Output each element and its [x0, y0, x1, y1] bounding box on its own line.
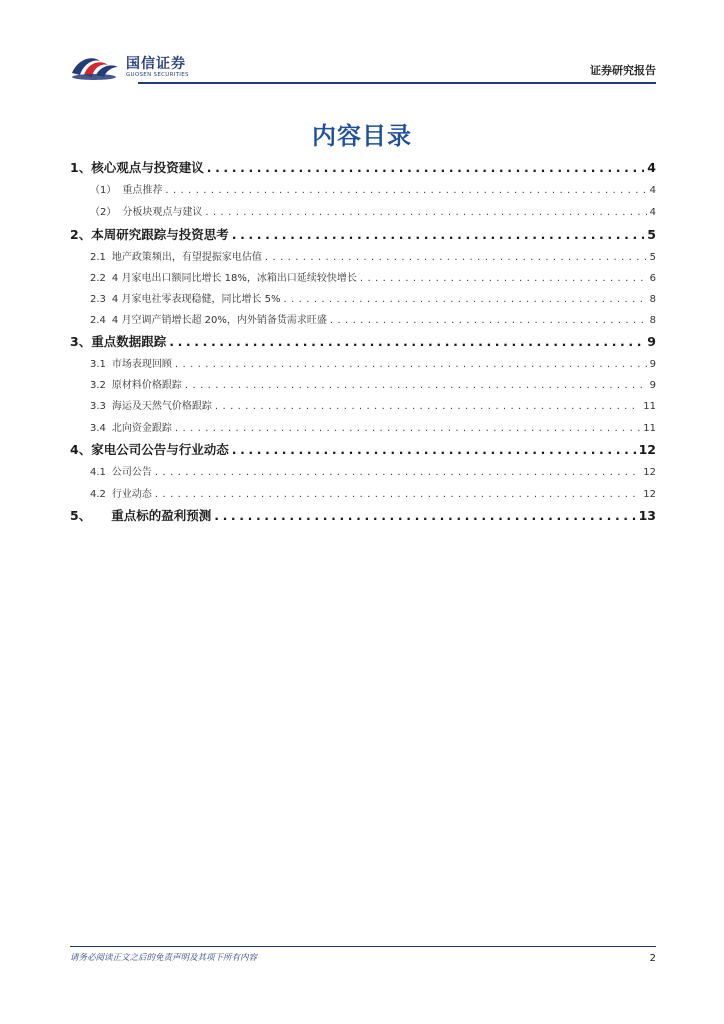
- toc-entry-chapter[interactable]: [70, 506, 656, 524]
- header-divider: [138, 82, 656, 84]
- guosen-logo: [70, 50, 210, 84]
- footer-disclaimer: 请务必阅读正文之后的免责声明及其项下所有内容: [70, 953, 258, 963]
- toc-entry-label: 原材料价格跟踪: [111, 380, 182, 391]
- toc-entry-page: 12: [643, 467, 656, 478]
- toc-entry-section[interactable]: [70, 248, 656, 263]
- toc-entry-page: 12: [643, 489, 656, 500]
- toc-entry-section[interactable]: [70, 269, 656, 284]
- toc-entry-number: 2.4: [90, 315, 106, 326]
- toc-entry-number: 3.1: [90, 359, 106, 370]
- toc-entry-label: 地产政策频出，有望提振家电估值: [111, 252, 262, 263]
- toc-entry-page: 11: [643, 401, 656, 412]
- toc-entry-label: 行业动态: [111, 489, 152, 500]
- toc-entry-chapter[interactable]: [70, 225, 656, 243]
- toc-entry-section[interactable]: [70, 376, 656, 391]
- toc-entry-number: 2、: [70, 227, 92, 242]
- toc-entry-label: 家电公司公告与行业动态: [91, 442, 229, 457]
- toc-dot-leader: [232, 442, 636, 457]
- page-header: [70, 50, 656, 84]
- toc-dot-leader: [214, 508, 635, 523]
- toc-entry-page: 4: [647, 160, 656, 175]
- toc-entry-number: （2）: [90, 207, 117, 218]
- toc-entry-label: 海运及天然气价格跟踪: [111, 401, 212, 412]
- toc-entry-label: 4 月家电社零表现稳健，同比增长 5%: [111, 294, 281, 305]
- toc-entry-number: 4、: [70, 442, 92, 457]
- toc-dot-leader: [207, 160, 645, 175]
- toc-entry-chapter[interactable]: [70, 440, 656, 458]
- toc-entry-chapter[interactable]: [70, 332, 656, 350]
- toc-entry-section[interactable]: [70, 419, 656, 434]
- toc-entry-section[interactable]: [70, 311, 656, 326]
- toc-entry-number: （1）: [90, 185, 117, 196]
- toc-dot-leader: [175, 423, 640, 434]
- toc-entry-page: 12: [638, 442, 656, 457]
- toc-dot-leader: [185, 380, 647, 391]
- toc-entry-section[interactable]: [70, 485, 656, 500]
- toc-dot-leader: [169, 334, 644, 349]
- toc-dot-leader: [165, 185, 646, 196]
- logo-chinese-name: 国信证券: [126, 56, 186, 72]
- toc-entry-page: 4: [649, 185, 656, 196]
- toc-dot-leader: [155, 467, 640, 478]
- logo-english-name: GUOSEN SECURITIES: [126, 72, 189, 78]
- toc-entry-label: 4 月空调产销增长超 20%，内外销备货需求旺盛: [111, 315, 327, 326]
- toc-entry-label: 本周研究跟踪与投资思考: [91, 227, 229, 242]
- toc-entry-page: 9: [647, 334, 656, 349]
- toc-entry-label: 重点推荐: [122, 185, 163, 196]
- toc-entry-page: 5: [647, 227, 656, 242]
- toc-entry-page: 8: [649, 294, 656, 305]
- toc-entry-section[interactable]: [70, 203, 656, 218]
- toc-entry-label: 重点数据跟踪: [91, 334, 167, 349]
- toc-entry-section[interactable]: [70, 355, 656, 370]
- toc-entry-page: 11: [643, 423, 656, 434]
- toc-dot-leader: [205, 207, 646, 218]
- toc-dot-leader: [215, 401, 640, 412]
- toc-dot-leader: [360, 273, 647, 284]
- toc-entry-label: 重点标的盈利预测: [111, 508, 212, 523]
- toc-entry-label: 市场表现回顾: [111, 359, 172, 370]
- toc-dot-leader: [265, 252, 647, 263]
- toc-entry-label: 分板块观点与建议: [122, 207, 203, 218]
- page-number: 2: [649, 953, 656, 964]
- toc-dot-leader: [155, 489, 640, 500]
- toc-entry-section[interactable]: [70, 397, 656, 412]
- toc-entry-page: 4: [649, 207, 656, 218]
- toc-entry-number: 3.4: [90, 423, 106, 434]
- toc-entry-chapter[interactable]: [70, 158, 656, 176]
- toc-entry-number: 3、: [70, 334, 92, 349]
- toc-entry-page: 6: [649, 273, 656, 284]
- guosen-logo-mark-icon: [70, 53, 122, 81]
- toc-entry-page: 13: [638, 508, 656, 523]
- toc-dot-leader: [175, 359, 647, 370]
- toc-dot-leader: [232, 227, 645, 242]
- toc-dot-leader: [330, 315, 647, 326]
- footer-divider: [70, 946, 656, 947]
- toc-entry-number: 2.1: [90, 252, 106, 263]
- toc-entry-label: 北向资金跟踪: [111, 423, 172, 434]
- toc-entry-page: 9: [649, 359, 656, 370]
- toc-entry-label: 4 月家电出口额同比增长 18%，冰箱出口延续较快增长: [111, 273, 357, 284]
- toc-entry-page: 5: [649, 252, 656, 263]
- toc-entry-number: 3.2: [90, 380, 106, 391]
- toc-entry-number: 5、: [70, 508, 92, 523]
- toc-dot-leader: [284, 294, 647, 305]
- toc-entry-number: 1、: [70, 160, 92, 175]
- toc-entry-number: 4.1: [90, 467, 106, 478]
- toc-entry-label: 核心观点与投资建议: [91, 160, 204, 175]
- toc-entry-section[interactable]: [70, 290, 656, 305]
- toc-entry-number: 2.3: [90, 294, 106, 305]
- toc-entry-page: 8: [649, 315, 656, 326]
- toc-entry-number: 4.2: [90, 489, 106, 500]
- toc-entry-number: 2.2: [90, 273, 106, 284]
- toc-entry-label: 公司公告: [111, 467, 152, 478]
- toc-entry-section[interactable]: [70, 181, 656, 196]
- toc-entry-page: 9: [649, 380, 656, 391]
- toc-entry-number: 3.3: [90, 401, 106, 412]
- report-type-label: 证券研究报告: [590, 64, 656, 77]
- toc-title: 内容目录: [312, 122, 412, 150]
- toc-entry-section[interactable]: [70, 463, 656, 478]
